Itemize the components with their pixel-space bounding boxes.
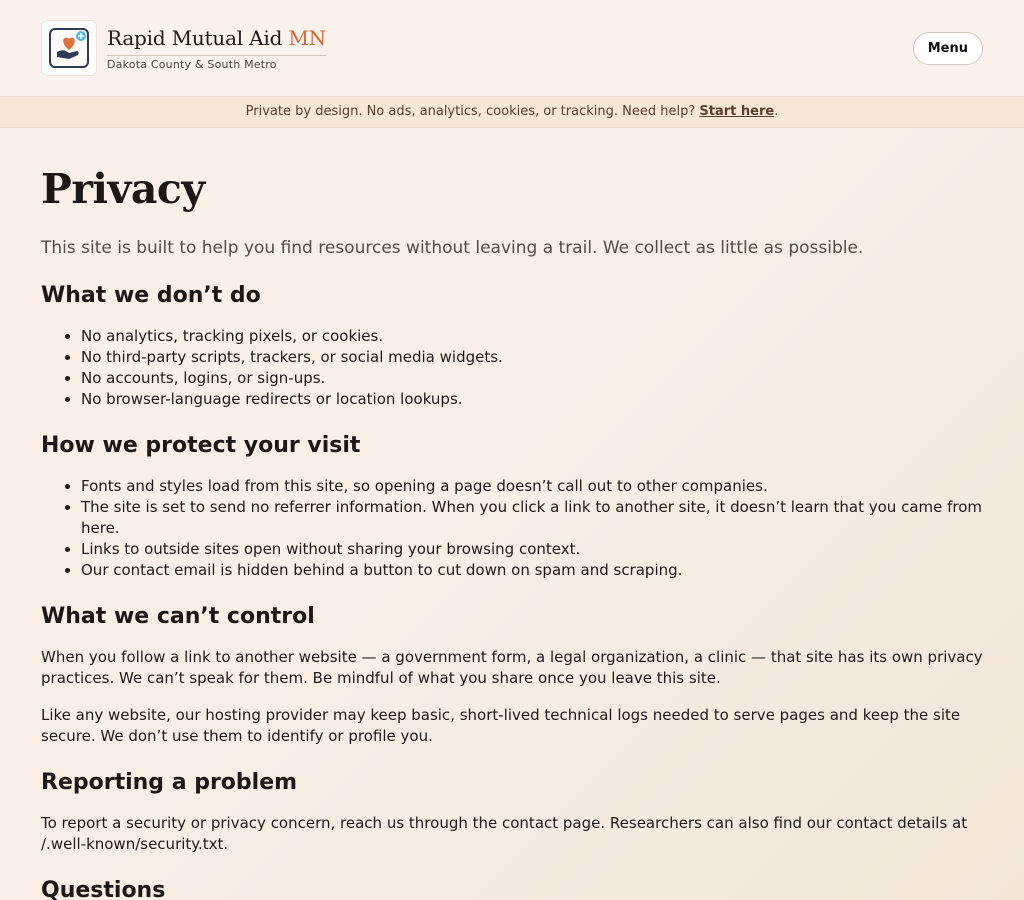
list-item: • No accounts, logins, or sign-ups.	[81, 368, 983, 389]
list-item: • Fonts and styles load from this site, so opening a page doesn’t call out to other companies.	[81, 476, 983, 497]
notice-text: Private by design. No ads, analytics, cookies, or tracking. Need help?	[245, 104, 700, 119]
section-heading-cant-control: What we can’t control	[41, 604, 315, 629]
site-tagline: Dakota County & South Metro	[107, 55, 326, 71]
site-name-accent: MN	[288, 25, 326, 50]
page-title: Privacy	[41, 165, 205, 213]
notice-trailing: .	[774, 104, 779, 119]
main-content	[0, 166, 1024, 900]
site-name	[107, 26, 326, 51]
start-here-link[interactable]: Start here	[699, 104, 775, 119]
list-item: • No browser-language redirects or location lookups.	[81, 389, 983, 410]
site-name-main: Rapid Mutual Aid	[107, 25, 283, 50]
dont-do-list	[41, 326, 983, 410]
list-item: • Our contact email is hidden behind a button to cut down on spam and scraping.	[81, 560, 983, 581]
reporting-paragraph: To report a security or privacy concern, reach us through the contact page. Researchers can also find our contact details at /.well-known/security.txt.	[41, 814, 968, 853]
brand-text	[107, 26, 326, 71]
list-item: • The site is set to send no referrer information. When you click a link to another site, it doesn’t learn that you came from here.	[81, 497, 983, 539]
list-item: • No analytics, tracking pixels, or cookies.	[81, 326, 983, 347]
brand-link[interactable]	[41, 20, 326, 76]
section-heading-questions: Questions	[41, 878, 166, 900]
protect-list	[41, 476, 983, 581]
cant-control-paragraph-1: When you follow a link to another website — a government form, a legal organization, a clinic — that site has its own privacy practices. We can’t speak for them. Be mindful of what you share once you leave this site.	[41, 648, 983, 687]
hand-heart-icon	[41, 20, 97, 76]
page-lead: This site is built to help you find resources without leaving a trail. We collect as little as possible.	[41, 238, 864, 258]
cant-control-paragraph-2: Like any website, our hosting provider may keep basic, short-lived technical logs needed to serve pages and keep the site secure. We don’t use them to identify or profile you.	[41, 706, 961, 745]
menu-button[interactable]: Menu	[913, 32, 983, 65]
list-item: • Links to outside sites open without sharing your browsing context.	[81, 539, 983, 560]
section-heading-protect: How we protect your visit	[41, 433, 361, 458]
site-header	[0, 0, 1024, 97]
privacy-notice-banner	[0, 97, 1024, 128]
section-heading-reporting: Reporting a problem	[41, 770, 298, 795]
section-heading-dont-do: What we don’t do	[41, 283, 261, 308]
list-item: • No third-party scripts, trackers, or social media widgets.	[81, 347, 983, 368]
